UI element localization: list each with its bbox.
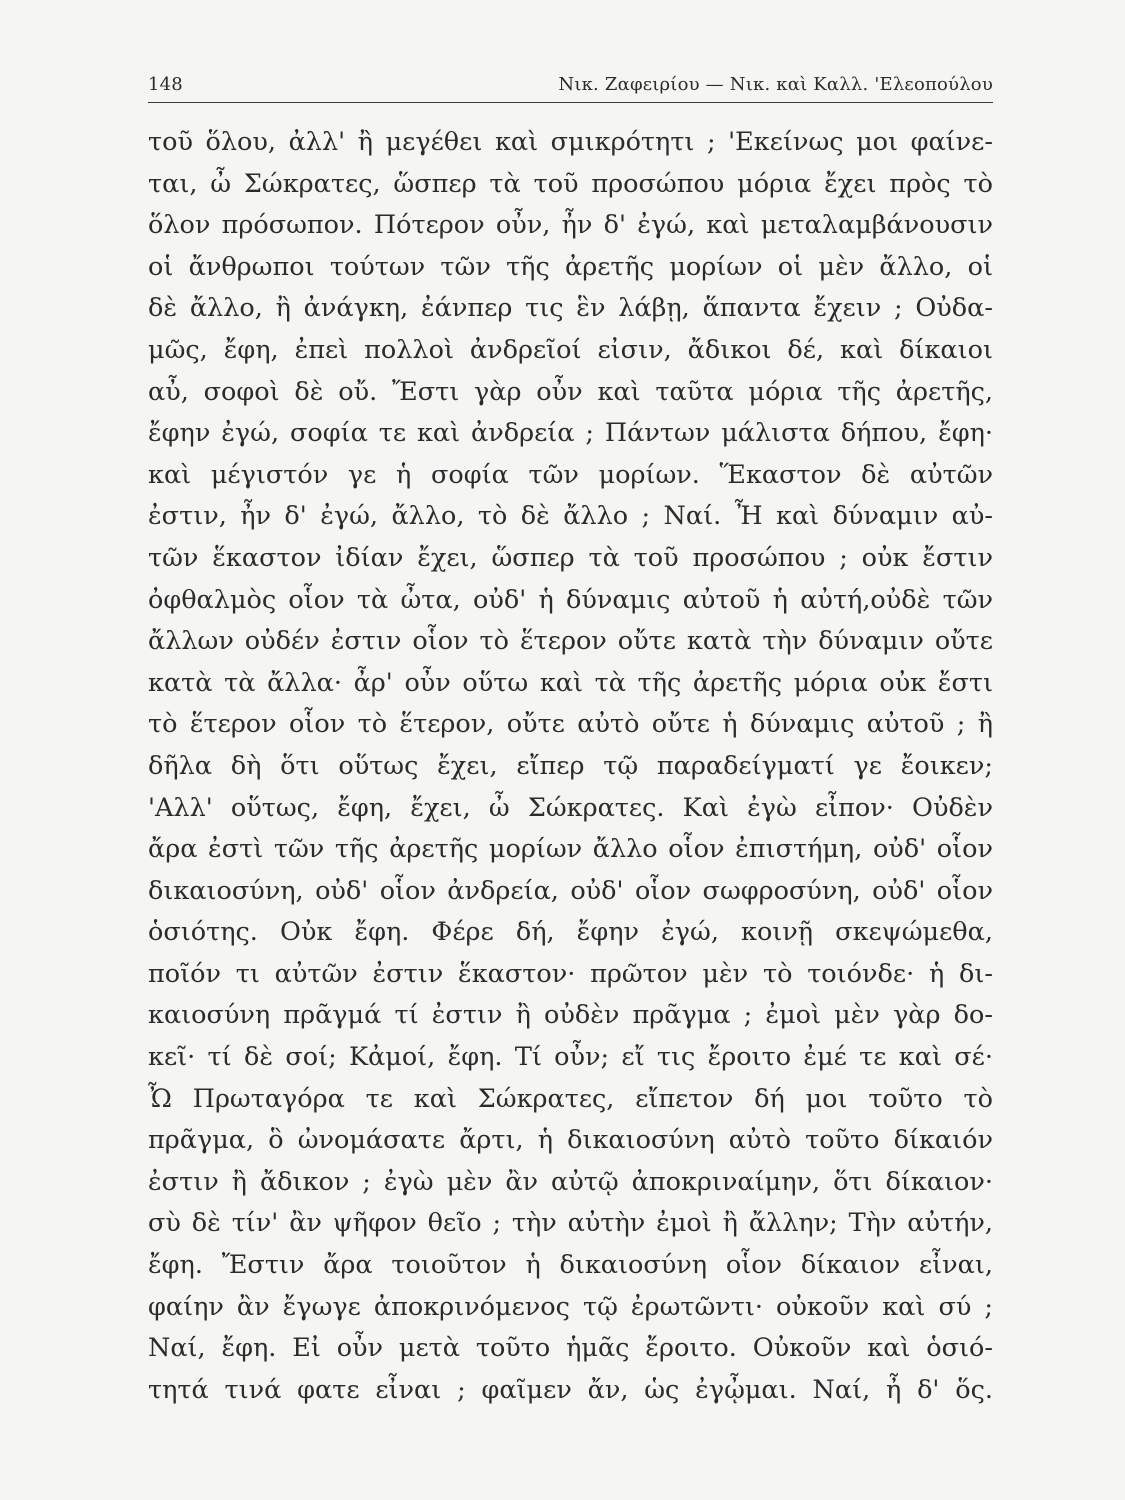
text-line: δικαιοσύνη, οὐδ' οἷον ἀνδρεία, οὐδ' οἷον σωφροσύνη, οὐδ' οἷον — [148, 875, 993, 906]
text-line: ποῖόν τι αὐτῶν ἐστιν ἕκαστον· πρῶτον μὲν τὸ τοιόνδε· ἡ δι- — [148, 958, 993, 989]
text-line: 'Αλλ' οὕτως, ἔφη, ἔχει, ὦ Σώκρατες. Καὶ ἐγὼ εἶπον· Οὐδὲν — [148, 792, 993, 823]
text-line: ται, ὦ Σώκρατες, ὥσπερ τὰ τοῦ προσώπου μόρια ἔχει πρὸς τὸ — [148, 168, 993, 199]
text-line: δῆλα δὴ ὅτι οὕτως ἔχει, εἴπερ τῷ παραδείγματί γε ἔοικεν; — [148, 750, 993, 781]
text-line: τητά τινά φατε εἶναι ; φαῖμεν ἄν, ὡς ἐγᾦμαι. Ναί, ἦ δ' ὅς. — [148, 1374, 993, 1405]
text-line: ὀφθαλμὸς οἷον τὰ ὦτα, οὐδ' ἡ δύναμις αὐτοῦ ἡ αὐτή,οὐδὲ τῶν — [148, 584, 993, 615]
running-head: Νικ. Ζαφειρίου — Νικ. καὶ Καλλ. 'Ελεοπούλου — [558, 74, 993, 95]
text-line: Ναί, ἔφη. Εἰ οὖν μετὰ τοῦτο ἡμᾶς ἔροιτο. Οὐκοῦν καὶ ὁσιό- — [148, 1333, 993, 1364]
text-line: ἐστιν, ἦν δ' ἐγώ, ἄλλο, τὸ δὲ ἄλλο ; Ναί. Ἦ καὶ δύναμιν αὐ- — [148, 501, 993, 532]
text-line: ἄλλων οὐδέν ἐστιν οἷον τὸ ἕτερον οὔτε κατὰ τὴν δύναμιν οὔτε — [148, 626, 993, 657]
page-number: 148 — [148, 74, 183, 95]
page-header — [148, 74, 993, 104]
text-line: οἱ ἄνθρωποι τούτων τῶν τῆς ἀρετῆς μορίων οἱ μὲν ἄλλο, οἱ — [148, 251, 993, 282]
text-line: ἄρα ἐστὶ τῶν τῆς ἀρετῆς μορίων ἄλλο οἷον ἐπιστήμη, οὐδ' οἷον — [148, 834, 993, 865]
text-line: αὖ, σοφοὶ δὲ οὔ. Ἔστι γὰρ οὖν καὶ ταῦτα μόρια τῆς ἀρετῆς, — [148, 376, 993, 407]
text-line: κατὰ τὰ ἄλλα· ἆρ' οὖν οὕτω καὶ τὰ τῆς ἀρετῆς μόρια οὐκ ἔστι — [148, 667, 993, 698]
text-line: ὁσιότης. Οὐκ ἔφη. Φέρε δή, ἔφην ἐγώ, κοινῇ σκεψώμεθα, — [148, 917, 993, 948]
text-line: τῶν ἕκαστον ἰδίαν ἔχει, ὥσπερ τὰ τοῦ προσώπου ; οὐκ ἔστιν — [148, 542, 993, 573]
text-line: καιοσύνη πρᾶγμά τί ἐστιν ἢ οὐδὲν πρᾶγμα ; ἐμοὶ μὲν γὰρ δο- — [148, 1000, 993, 1031]
text-line: ἔφη. Ἔστιν ἄρα τοιοῦτον ἡ δικαιοσύνη οἷον δίκαιον εἶναι, — [148, 1250, 993, 1281]
text-line: ὅλον πρόσωπον. Πότερον οὖν, ἦν δ' ἐγώ, καὶ μεταλαμβάνουσιν — [148, 210, 993, 241]
text-line: πρᾶγμα, ὃ ὠνομάσατε ἄρτι, ἡ δικαιοσύνη αὐτὸ τοῦτο δίκαιόν — [148, 1125, 993, 1156]
text-line: ἐστιν ἢ ἄδικον ; ἐγὼ μὲν ἂν αὐτῷ ἀποκριναίμην, ὅτι δίκαιον· — [148, 1166, 993, 1197]
text-line: Ὦ Πρωταγόρα τε καὶ Σώκρατες, εἴπετον δή μοι τοῦτο τὸ — [148, 1083, 993, 1114]
text-line: τοῦ ὅλου, ἀλλ' ἢ μεγέθει καὶ σμικρότητι ; 'Εκείνως μοι φαίνε- — [148, 127, 993, 157]
text-line: φαίην ἂν ἔγωγε ἀποκρινόμενος τῷ ἐρωτῶντι· οὐκοῦν καὶ σύ ; — [148, 1291, 993, 1322]
text-line: μῶς, ἔφη, ἐπεὶ πολλοὶ ἀνδρεῖοί εἰσιν, ἄδικοι δέ, καὶ δίκαιοι — [148, 334, 993, 365]
text-line: κεῖ· τί δὲ σοί; Κἀμοί, ἔφη. Τί οὖν; εἴ τις ἔροιτο ἐμέ τε καὶ σέ· — [148, 1042, 993, 1073]
text-line: δὲ ἄλλο, ἢ ἀνάγκη, ἐάνπερ τις ἓν λάβῃ, ἅπαντα ἔχειν ; Οὐδα- — [148, 293, 993, 324]
text-line: σὺ δὲ τίν' ἂν ψῆφον θεῖο ; τὴν αὐτὴν ἐμοὶ ἢ ἄλλην; Τὴν αὐτήν, — [148, 1208, 993, 1239]
text-line: καὶ μέγιστόν γε ἡ σοφία τῶν μορίων. Ἕκαστον δὲ αὐτῶν — [148, 459, 993, 490]
text-line: ἔφην ἐγώ, σοφία τε καὶ ἀνδρεία ; Πάντων μάλιστα δήπου, ἔφη· — [148, 418, 993, 449]
header-rule — [148, 102, 993, 103]
text-line: τὸ ἕτερον οἷον τὸ ἕτερον, οὔτε αὐτὸ οὔτε ἡ δύναμις αὐτοῦ ; ἢ — [148, 709, 993, 740]
body-text — [148, 122, 993, 1411]
